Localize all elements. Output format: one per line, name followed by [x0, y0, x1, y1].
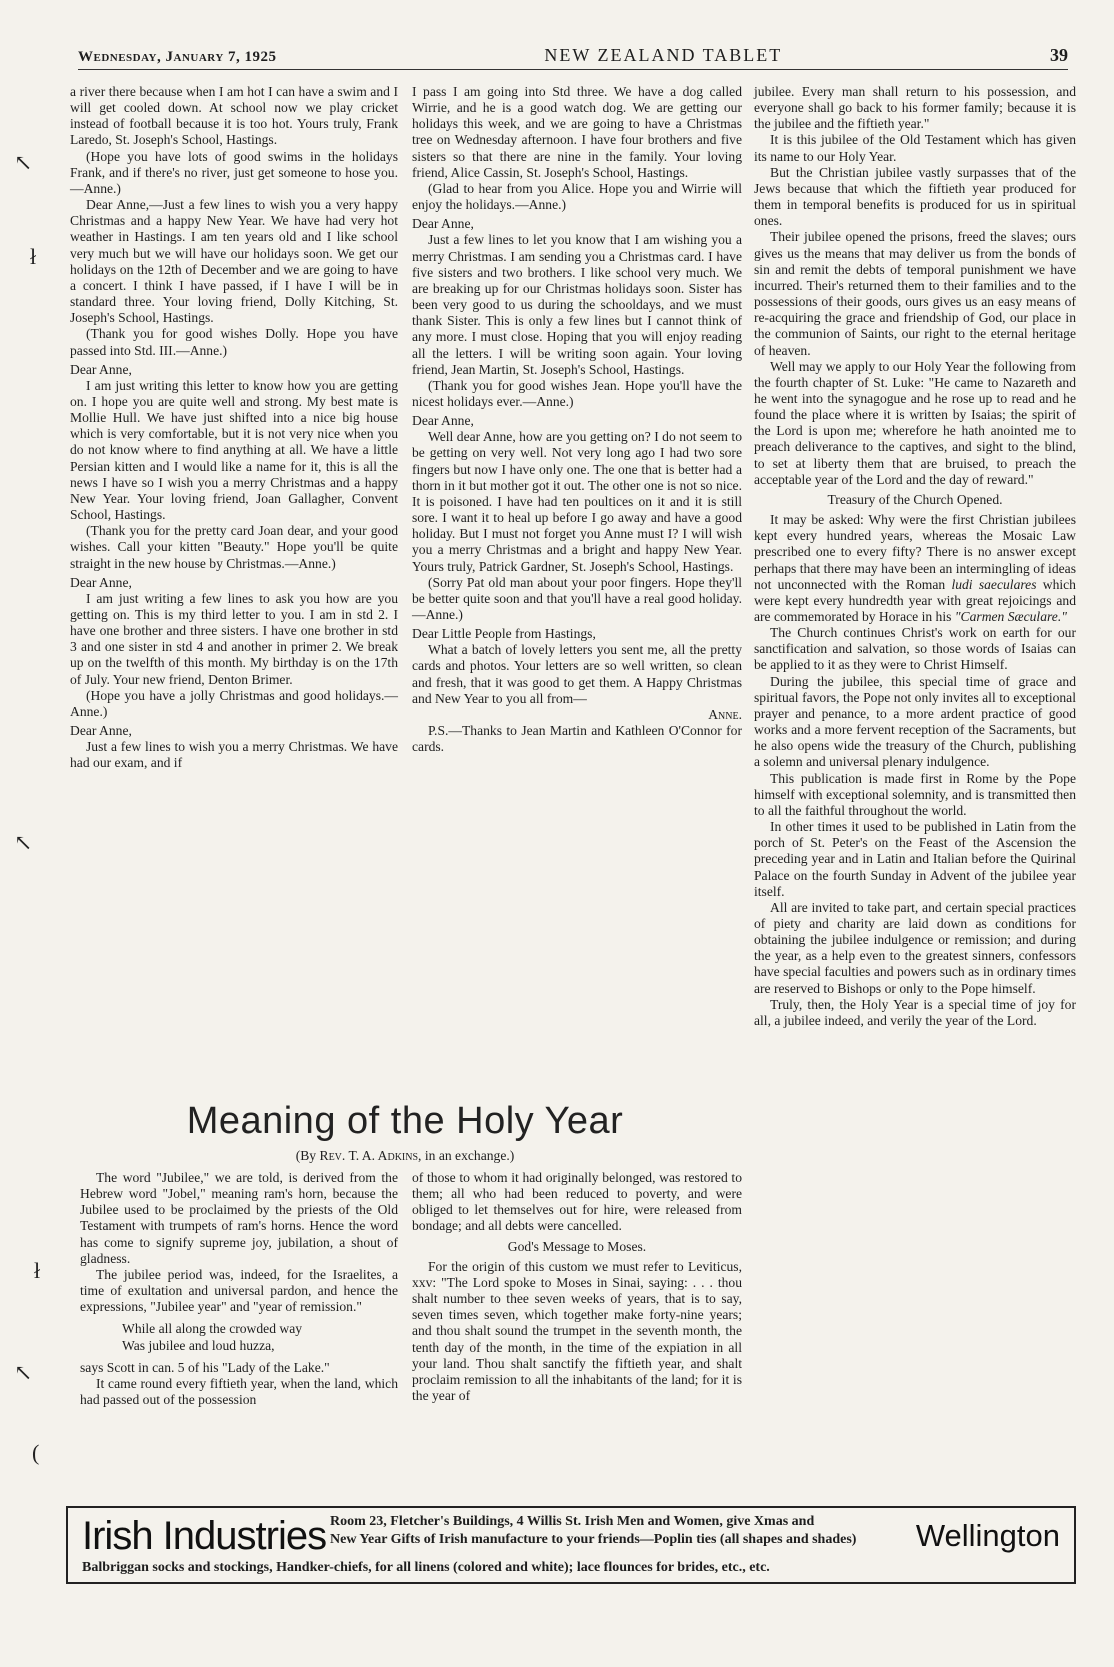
- letter-greeting: Dear Anne,: [70, 361, 132, 377]
- letter-text: Dear Anne,—Just a few lines to wish you a very happy Christmas and a happy New Year. We have had very hot weather in Hastings. I am ten years old and I like school very much but we will have our holidays soon. We get our holidays on the 12th of December and we are going to have a concert. I think I have passed, if I have I will be in standard three. Your loving friend, Dolly Kitching, St. Joseph's School, Hastings.: [70, 197, 398, 326]
- text-span: It may be asked: Why were the first Christian jubilees kept every hundred years, whereas the Mosaic Law prescribed one to every fifty? There is no answer except perhaps that there may have been an intermingling of ideas not unconnected with the Roman: [754, 512, 1076, 592]
- postscript: P.S.—Thanks to Jean Martin and Kathleen O'Connor for cards.: [412, 723, 742, 755]
- letters-column-1: [70, 84, 398, 772]
- byline-prefix: (By: [295, 1148, 317, 1163]
- article-paragraph: The word "Jubilee," we are told, is derived from the Hebrew word "Jobel," meaning ram's horn, because the Jubilee used to be proclaimed by the priests of the Old Testament with trumpets of ram's horns. Hence the word has come to signify supreme joy, jubilation, a shout of gladness.: [80, 1170, 398, 1266]
- latin-term: ludi saeculares: [951, 576, 1037, 592]
- margin-mark-icon: ↖: [14, 830, 33, 855]
- letter-text: I pass I am going into Std three. We have a dog called Wirrie, and he is a good watch dog. We are getting our holidays this week, and we are going to have a Christmas tree on Wednesday afternoon. I have four brothers and five sisters so that there are nine in the family. Your loving friend, Alice Cassin, St. Joseph's School, Hastings.: [412, 84, 742, 180]
- page-header: [78, 38, 1068, 70]
- letter-greeting: Dear Anne,: [412, 216, 474, 232]
- letter-text: I am just writing a few lines to ask you how are you getting on. This is my third letter to you. I am in std 2. I have one brother and three sisters. I have one brother in std 3 and one sister in std 4 and another in primer 2. We break up on the twelfth of this month. My birthday is on the 17th of July. Your new friend, Denton Brimer.: [70, 590, 398, 687]
- newspaper-title: NEW ZEALAND TABLET: [544, 45, 783, 65]
- ad-line: Balbriggan socks and stockings, Handker-chiefs, for all linens (colored and white); lace flounces for brides, etc., etc.: [82, 1560, 770, 1575]
- article-paragraph: The jubilee period was, indeed, for the Israelites, a time of exultation and universal pardon, and hence the expressions, "Jubilee year" and "year of remission.": [80, 1266, 398, 1315]
- section-heading: Treasury of the Church Opened.: [827, 491, 1003, 507]
- article-paragraph: All are invited to take part, and certain special practices of piety and charity are laid down as conditions for obtaining the jubilee indulgence or remission; and during the year, as a help even to the greatest sinners, confessors have special faculties and powers such as in ordinary times are reserved to Bishops or only to the Pope himself.: [754, 899, 1076, 996]
- article-byline: [70, 1148, 740, 1164]
- article-paragraph: Well may we apply to our Holy Year the following from the fourth chapter of St. Luke: "He came to Nazareth and he went into the synagogue and he rose up to read and he found the place where it is written by Isaias; the spirit of the Lord is upon me; wherefore he hath anointed me to preach deliverance to the captives, and sight to the blind, to set at liberty them that are bruised, to preach the acceptable year of the Lord and the day of reward.": [754, 358, 1076, 487]
- poem-title: "Carmen Sæculare.": [954, 609, 1067, 624]
- signature-anne: Anne.: [708, 706, 742, 722]
- article-paragraph: During the jubilee, this special time of grace and spiritual favors, the Pope not only invites all to exceptional prayer and penance, to a more ardent practice of good works and a more fervent reception of the Sacraments, but he also opens wide the treasury of the Church, publishing a solemn and universal plenary indulgence.: [754, 673, 1076, 770]
- ad-line: New Year Gifts of Irish manufacture to your friends—Poplin ties (all shapes and shades): [330, 1532, 857, 1547]
- anne-reply: (Thank you for good wishes Dolly. Hope you have passed into Std. III.—Anne.): [70, 326, 398, 358]
- article-paragraph: In other times it used to be published in Latin from the porch of St. Peter's on the Feast of the Ascension the preceding year and in Latin and Italian before the Quirinal Palace on the fourth Sunday in Advent of the jubilee year itself.: [754, 819, 1076, 899]
- article-paragraph: For the origin of this custom we must refer to Leviticus, xxv: "The Lord spoke to Moses in Sinai, saying: . . . thou shalt number to thee seven weeks of years, that is to say, seven times seven, which together make forty-nine years; and thou shalt sound the trumpet in the seventh month, the tenth day of the month, in the time of the expiation in all your land. Thou shalt sanctify the fiftieth year, and shalt proclaim remission to all the inhabitants of the land; for it is the year of: [412, 1258, 742, 1404]
- letters-column-2: [412, 84, 742, 755]
- letter-text: Just a few lines to wish you a merry Christmas. We have had our exam, and if: [70, 739, 398, 771]
- letter-text: Well dear Anne, how are you getting on? I do not seem to be getting on very well. Not very long ago I had two sore fingers but now I have only one. The one that is better had a thorn in it but mother got it out. The other one is not so nice. It is poisoned. I have had ten poultices on it and it is still sore. I want it to heal up before I go away and have a good holiday. But I must not forget you Anne must I? I will wish you a merry Christmas and a bright and happy New Year. Yours truly, Patrick Gardner, St. Joseph's School, Hastings.: [412, 429, 742, 574]
- letter-greeting: Dear Anne,: [70, 723, 132, 739]
- article-paragraph: The Church continues Christ's work on earth for our sanctification and salvation, so those words of Isaias can be applied to it as they were to Christ Himself.: [754, 625, 1076, 673]
- text-span: which were kept every hundredth year with great rejoicings and are commemorated by Horace in his: [754, 576, 1076, 624]
- anne-reply: (Thank you for good wishes Jean. Hope you'll have the nicest holidays ever.—Anne.): [412, 377, 742, 409]
- article-paragraph: Their jubilee opened the prisons, freed the slaves; ours gives us the means that may deliver us from the bonds of sin and remit the debts of temporal punishment we have incurred. Their's returned them to their families and to the possessions of their goods, ours gives us an easy means of re-acquiring the grace and friendship of God, our place in the communion of Saints, our right to the eternal heritage of heaven.: [754, 229, 1076, 358]
- letter-text: I am just writing this letter to know how you are getting on. I hope you are quite well and strong. My best mate is Mollie Hull. We have just shifted into a nice big house which is very comfortable, but it is not very nice when you do not know where to find anything at all. We have a little Persian kitten and I would like a name for it, this is all the news I have so I wish you a merry Christmas and a happy New Year. Your loving friend, Joan Gallagher, Convent School, Hastings.: [70, 377, 398, 523]
- margin-mark-icon: ↖: [14, 150, 33, 175]
- byline-suffix: in an exchange.): [424, 1148, 515, 1163]
- margin-mark-icon: ł: [30, 244, 37, 269]
- advertisement-box: [66, 1506, 1076, 1584]
- letter-text: Just a few lines to let you know that I am wishing you a merry Christmas. I am sending you a Christmas card. I have five sisters and two brothers. I like school very much. We are breaking up for our Christmas holidays soon. Sister has been very good to us during the schooldays, and we must thank Sister. This is only a few lines but I cannot think of any more. I must close. Hoping that you will enjoy reading all the letters. I will be writing soon again. Your loving friend, Jean Martin, St. Joseph's School, Hastings.: [412, 232, 742, 377]
- section-heading: God's Message to Moses.: [507, 1238, 647, 1254]
- ad-city: Wellington: [915, 1518, 1060, 1553]
- verse-line: While all along the crowded way: [122, 1321, 303, 1337]
- article-paragraph: It came round every fiftieth year, when the land, which had passed out of the possession: [80, 1375, 398, 1408]
- margin-mark-icon: ł: [34, 1258, 41, 1283]
- letter-text: a river there because when I am hot I can have a swim and I will get cooled down. At school now we play cricket instead of football because it is too hot. Yours truly, Frank Laredo, St. Joseph's School, Hastings.: [70, 84, 398, 148]
- byline-author: Rev. T. A. Adkins,: [319, 1148, 422, 1163]
- article-paragraph: [754, 512, 1076, 625]
- article-paragraph: says Scott in can. 5 of his "Lady of the Lake.": [80, 1359, 330, 1375]
- anne-reply: (Sorry Pat old man about your poor fingers. Hope they'll be better quite soon and that you'll have a real good holiday.—Anne.): [412, 574, 742, 622]
- article-column-1: [80, 1170, 398, 1408]
- article-paragraph: It is this jubilee of the Old Testament which has given its name to our Holy Year.: [754, 132, 1076, 164]
- article-paragraph: jubilee. Every man shall return to his possession, and everyone shall go back to his former family; because it is the jubilee and the fiftieth year.": [754, 84, 1076, 132]
- margin-mark-icon: ↖: [14, 1360, 33, 1385]
- article-column-2: [412, 1170, 742, 1404]
- ad-brand: Irish Industries: [82, 1514, 327, 1558]
- article-paragraph: This publication is made first in Rome by the Pope himself with exceptional solemnity, and is transmitted then to all the faithful throughout the world.: [754, 770, 1076, 818]
- article-paragraph: Truly, then, the Holy Year is a special time of joy for all, a jubilee indeed, and verily the year of the Lord.: [754, 996, 1076, 1028]
- verse-line: Was jubilee and loud huzza,: [122, 1337, 275, 1353]
- letter-greeting: Dear Little People from Hastings,: [412, 626, 596, 642]
- article-paragraph: But the Christian jubilee vastly surpasses that of the Jews because that which the fiftieth year produced for them in temporal benefits is produced for us in spiritual ones.: [754, 164, 1076, 229]
- anne-reply: (Glad to hear from you Alice. Hope you and Wirrie will enjoy the holidays.—Anne.): [412, 180, 742, 213]
- letter-greeting: Dear Anne,: [70, 574, 132, 590]
- letter-greeting: Dear Anne,: [412, 413, 474, 429]
- letter-text: What a batch of lovely letters you sent me, all the pretty cards and photos. Your letters are so well written, so clean and fresh, that it was good to get them. A Happy Christmas and New Year to you all from—: [412, 642, 742, 706]
- issue-date: Wednesday, January 7, 1925: [78, 49, 277, 65]
- ad-line: Room 23, Fletcher's Buildings, 4 Willis St. Irish Men and Women, give Xmas and: [330, 1514, 815, 1529]
- anne-reply: (Hope you have a jolly Christmas and good holidays.—Anne.): [70, 687, 398, 719]
- page-number: 39: [1049, 45, 1068, 65]
- margin-mark-icon: (: [32, 1440, 40, 1465]
- article-title: Meaning of the Holy Year: [186, 1100, 624, 1142]
- anne-reply: (Thank you for the pretty card Joan dear, and your good wishes. Call your kitten "Beauty." Hope you'll be quite straight in the new house by Christmas.—Anne.): [70, 523, 398, 571]
- article-column-3: [754, 84, 1076, 1029]
- anne-reply: (Hope you have lots of good swims in the holidays Frank, and if there's no river, just get someone to hose you.—Anne.): [70, 148, 398, 196]
- article-paragraph: of those to whom it had originally belonged, was restored to them; all who had been reduced to poverty, and were obliged to let themselves out for hire, were released from bondage; and all debts were cancelled.: [412, 1170, 742, 1234]
